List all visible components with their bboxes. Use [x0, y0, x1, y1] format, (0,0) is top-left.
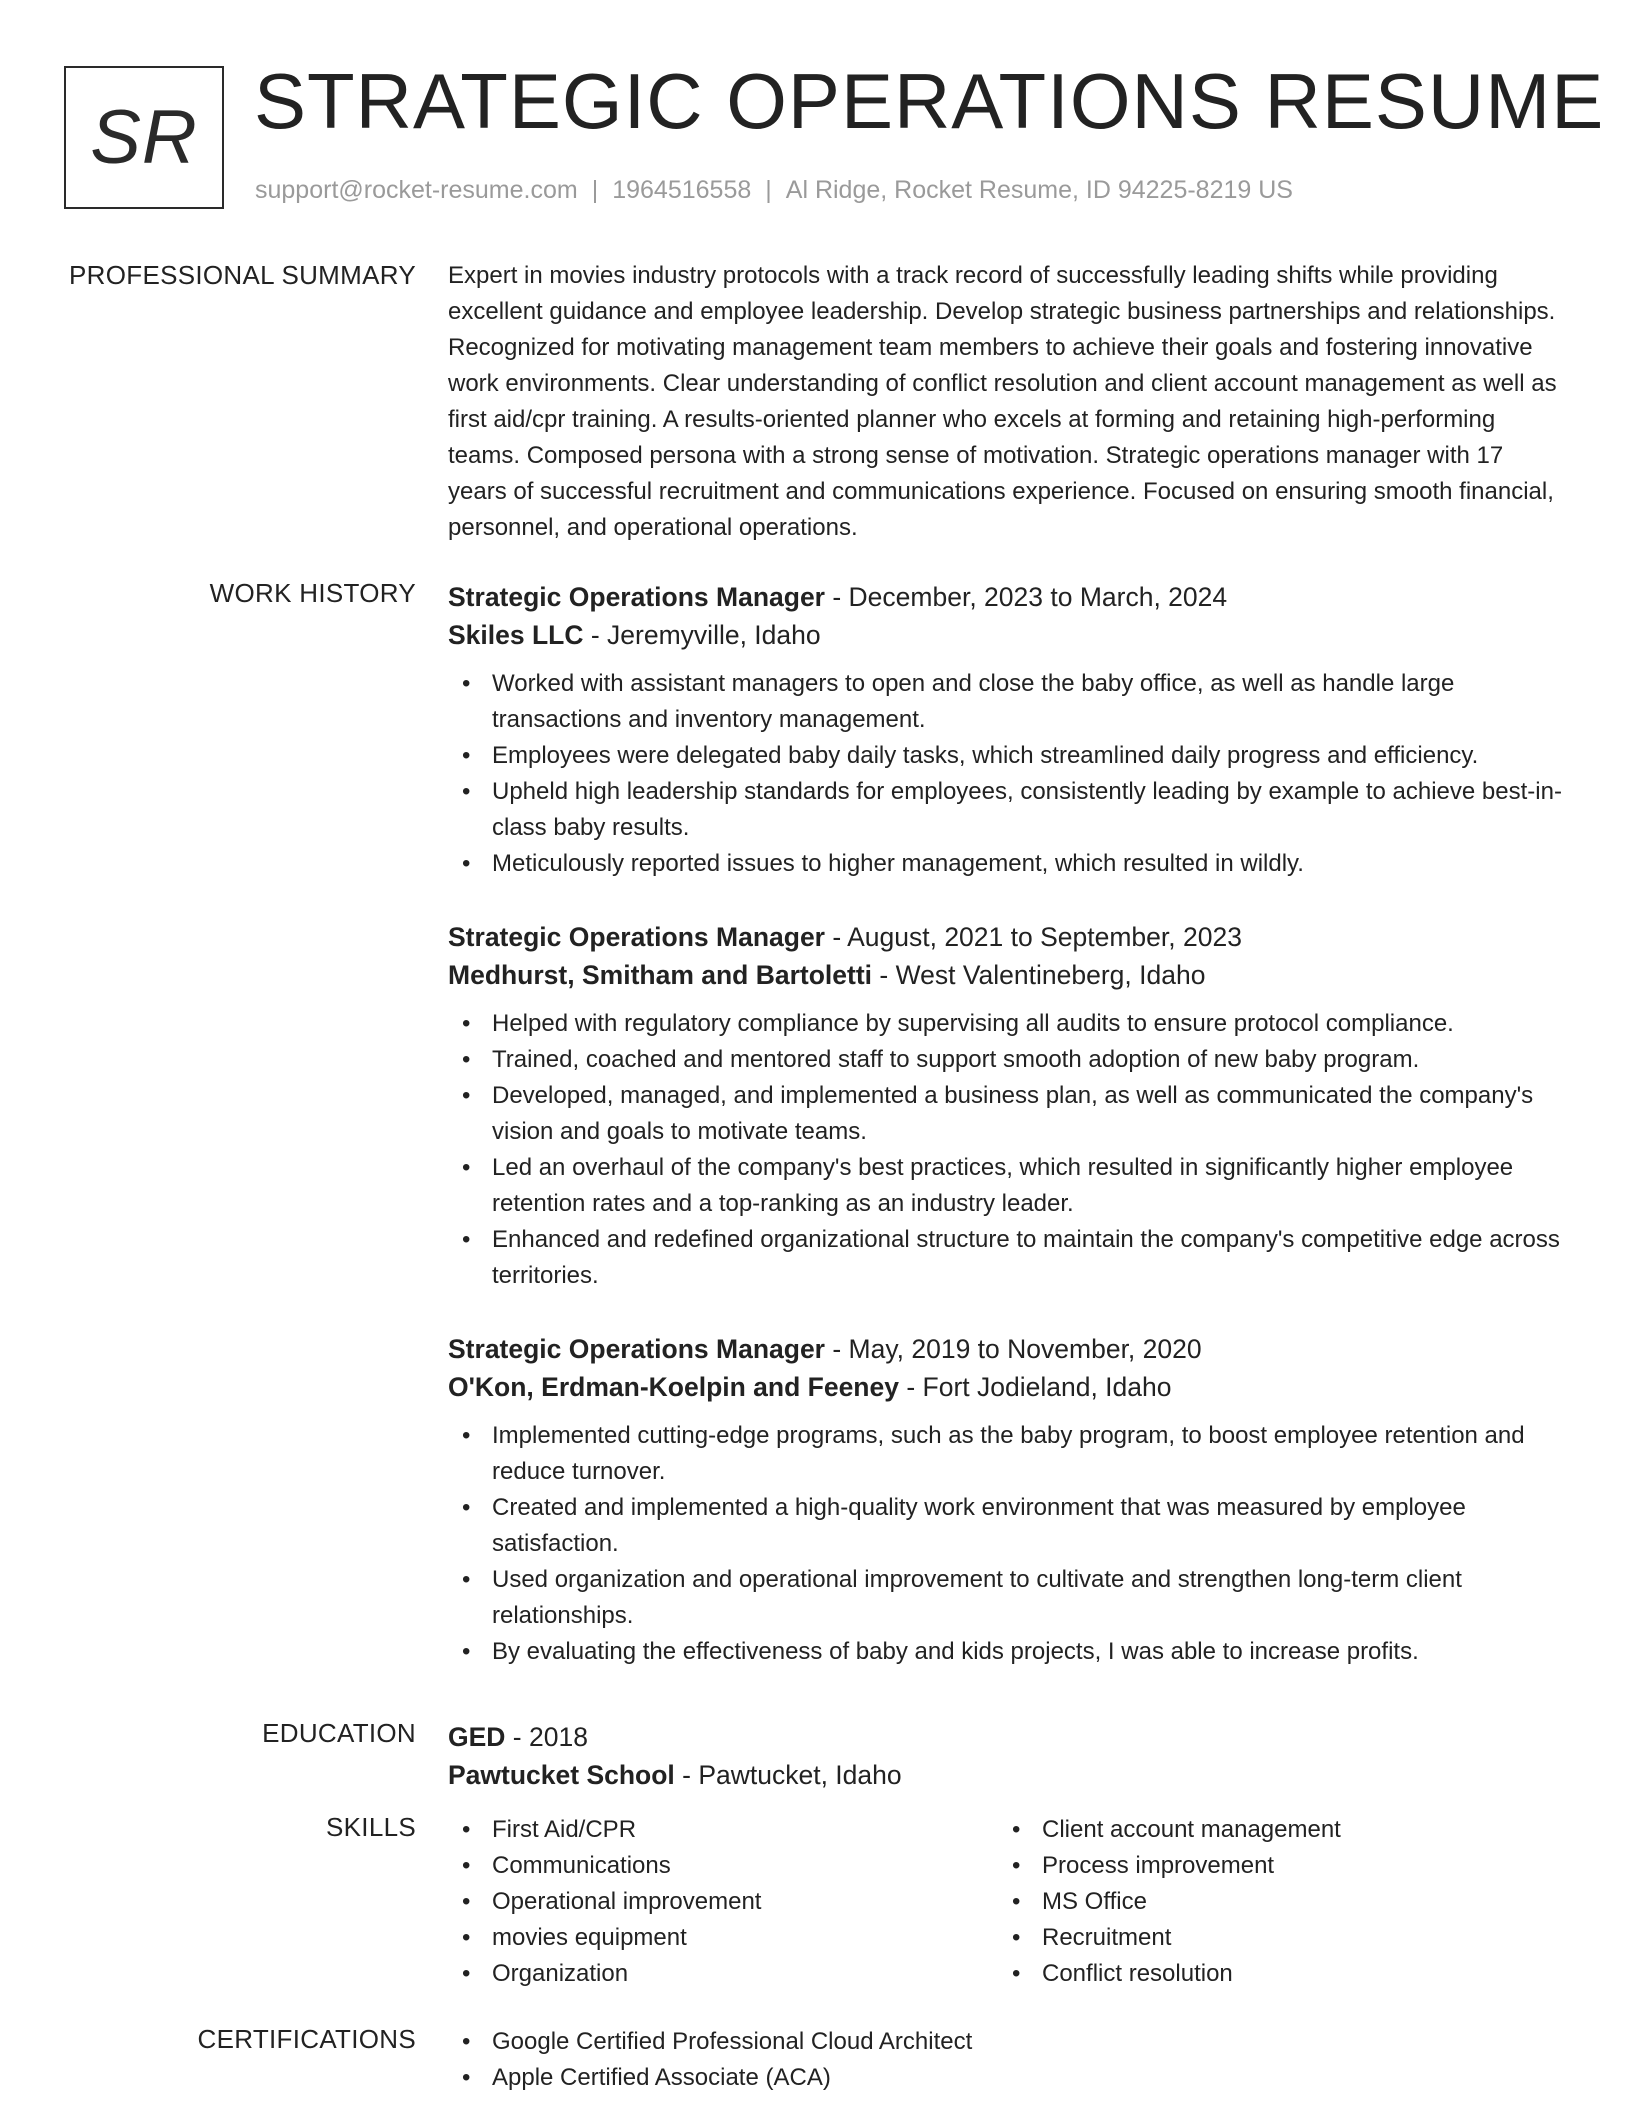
job-dates: - May, 2019 to November, 2020 [825, 1334, 1202, 1364]
job-company-line [448, 956, 1568, 994]
contact-address: Al Ridge, Rocket Resume, ID 94225-8219 US [785, 176, 1293, 204]
job-entry [448, 578, 1568, 882]
skill-item: • movies equipment [448, 1920, 998, 1956]
job-entry [448, 918, 1568, 1294]
job-location: - Jeremyville, Idaho [583, 620, 821, 650]
job-bullets [448, 1418, 1568, 1670]
job-company-line [448, 616, 1568, 654]
job-bullet: • Led an overhaul of the company's best practices, which resulted in significantly higher employee retention rates and a top-ranking as an industry leader. [448, 1150, 1568, 1222]
skill-item: • Conflict resolution [998, 1956, 1548, 1992]
education-school: Pawtucket School [448, 1760, 675, 1790]
certification-item: • Google Certified Professional Cloud Architect [448, 2024, 1568, 2060]
skill-item: • Operational improvement [448, 1884, 998, 1920]
contact-email: support@rocket-resume.com [255, 176, 578, 204]
job-bullet: • Upheld high leadership standards for employees, consistently leading by example to achieve best-in-class baby results. [448, 774, 1568, 846]
summary-text: Expert in movies industry protocols with a track record of successfully leading shifts while providing excellent guidance and employee leadership. Develop strategic business partnerships and relationships. Recognized for motivating management team members to achieve their goals and fostering innovative work environments. Clear understanding of conflict resolution and client account management as well as first aid/cpr training. A results-oriented planner who excels at forming and retaining high-performing teams. Composed persona with a strong sense of motivation. Strategic operations manager with 17 years of successful recruitment and communications experience. Focused on ensuring smooth financial, personnel, and operational operations. [448, 262, 1557, 541]
education-location: - Pawtucket, Idaho [674, 1760, 902, 1790]
monogram-initials: SR [90, 95, 198, 180]
job-bullet: • Employees were delegated baby daily tasks, which streamlined daily progress and efficiency. [448, 738, 1568, 774]
job-company: Skiles LLC [448, 620, 584, 650]
section-label-certifications: CERTIFICATIONS [197, 2024, 416, 2054]
skill-item: • Process improvement [998, 1848, 1548, 1884]
job-bullet: • Worked with assistant managers to open and close the baby office, as well as handle large transactions and inventory management. [448, 666, 1568, 738]
skill-item: • MS Office [998, 1884, 1548, 1920]
job-bullet: • Helped with regulatory compliance by supervising all audits to ensure protocol compliance. [448, 1006, 1568, 1042]
education-year: - 2018 [505, 1722, 588, 1752]
skill-item: • First Aid/CPR [448, 1812, 998, 1848]
skill-item: • Communications [448, 1848, 998, 1884]
job-dates: - August, 2021 to September, 2023 [825, 922, 1242, 952]
job-bullet: • Developed, managed, and implemented a business plan, as well as communicated the company's vision and goals to motivate teams. [448, 1078, 1568, 1150]
contact-separator: | [591, 176, 599, 204]
job-bullets [448, 1006, 1568, 1294]
contact-phone: 1964516558 [612, 176, 752, 204]
job-title: Strategic Operations Manager [448, 1334, 825, 1364]
resume-title: STRATEGIC OPERATIONS RESUME [254, 57, 1605, 145]
skill-item: • Organization [448, 1956, 998, 1992]
job-location: - West Valentineberg, Idaho [872, 960, 1206, 990]
job-bullet: • Enhanced and redefined organizational structure to maintain the company's competitive edge across territories. [448, 1222, 1568, 1294]
monogram-box [64, 66, 224, 209]
job-company: Medhurst, Smitham and Bartoletti [448, 960, 873, 990]
education-school-line [448, 1756, 1568, 1794]
job-bullet: • Trained, coached and mentored staff to support smooth adoption of new baby program. [448, 1042, 1568, 1078]
job-entry [448, 1330, 1568, 1670]
job-title-line [448, 918, 1568, 956]
job-bullet: • Meticulously reported issues to higher management, which resulted in wildly. [448, 846, 1568, 882]
job-title-line [448, 1330, 1568, 1368]
job-company: O'Kon, Erdman-Koelpin and Feeney [448, 1372, 899, 1402]
skills-list-left [448, 1812, 998, 1992]
job-dates: - December, 2023 to March, 2024 [825, 582, 1228, 612]
job-bullets [448, 666, 1568, 882]
skills-list-right [998, 1812, 1548, 1992]
education-degree-line [448, 1718, 1568, 1756]
section-label-education: EDUCATION [262, 1718, 416, 1748]
job-title-line [448, 578, 1568, 616]
certification-item: • Apple Certified Associate (ACA) [448, 2060, 1568, 2096]
job-bullet: • Implemented cutting-edge programs, such as the baby program, to boost employee retention and reduce turnover. [448, 1418, 1568, 1490]
job-title: Strategic Operations Manager [448, 582, 825, 612]
contact-separator: | [765, 176, 772, 204]
job-title: Strategic Operations Manager [448, 922, 825, 952]
contact-line [255, 176, 1293, 205]
section-label-work-history: WORK HISTORY [209, 578, 416, 608]
skill-item: • Client account management [998, 1812, 1548, 1848]
job-bullet: • Created and implemented a high-quality work environment that was measured by employee satisfaction. [448, 1490, 1568, 1562]
job-location: - Fort Jodieland, Idaho [898, 1372, 1172, 1402]
job-bullet: • Used organization and operational improvement to cultivate and strengthen long-term client relationships. [448, 1562, 1568, 1634]
job-bullet: • By evaluating the effectiveness of baby and kids projects, I was able to increase profits. [448, 1634, 1568, 1670]
education-degree: GED [448, 1722, 506, 1752]
certifications-list [448, 2024, 1568, 2096]
section-label-summary: PROFESSIONAL SUMMARY [69, 260, 416, 290]
section-label-skills: SKILLS [326, 1812, 416, 1842]
skill-item: • Recruitment [998, 1920, 1548, 1956]
job-company-line [448, 1368, 1568, 1406]
